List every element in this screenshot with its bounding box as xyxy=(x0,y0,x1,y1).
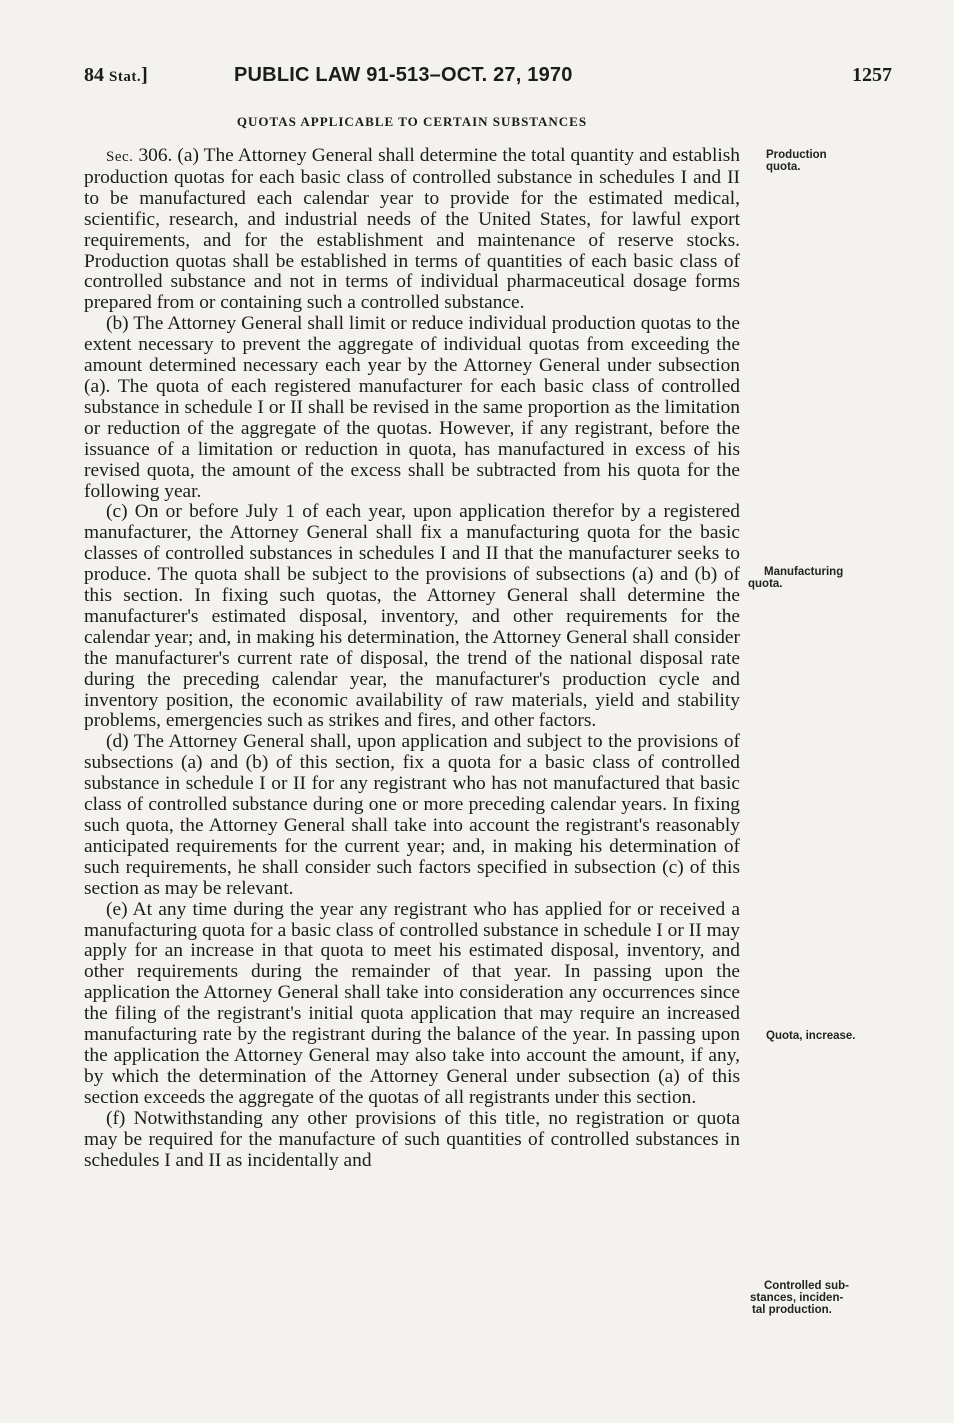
margin-note-controlled-substances: Controlled sub- stances, inciden- tal production. xyxy=(750,1280,849,1316)
paragraph-a: Sec. 306. (a) The Attorney General shall determine the total quantity and establish production quotas for each basic class of controlled substance in schedules I and II to be manufactured each calendar year to provide for the estimated medical, scientific, research, and industrial needs of the United States, for lawful export requirements, and for the establishment and maintenance of reserve stocks. Production quotas shall be established in terms of quantities of each basic class of controlled substance and not in terms of individual pharmaceutical dosage forms prepared from or containing such a controlled substance. xyxy=(84,145,741,314)
paragraph-e: (e) At any time during the year any registrant who has applied for or received a manufacturing quota for a basic class of controlled substance in schedule I or II may apply for an increase in that quota to meet his estimated disposal, inventory, and other requirements during the remainder of that year. In passing upon the application the Attorney General shall take into consideration any occurrences since the filing of the registrant's initial quota application that may require an increased manufacturing rate by the registrant during the balance of the year. In passing upon the application the Attorney General may also take into account the amount, if any, by which the determination of the Attorney General under subsection (a) of this section exceeds the aggregate of the quotas of all registrants under this section. xyxy=(84,898,740,1108)
section-heading: QUOTAS APPLICABLE TO CERTAIN SUBSTANCES xyxy=(236,114,588,129)
paragraph-b: (b) The Attorney General shall limit or reduce individual production quotas to the extent necessary to prevent the aggregate of individual quotas from exceeding the amount determined necessary each year by the Attorney General under subsection (a). The quota of each registered manufacturer for each basic class of controlled substance in schedule I or II shall be revised in the same proportion as the limitation or reduction of the aggregate of the quotas. However, if any registrant, before the issuance of a limitation or reduction in quota, has manufactured in excess of his revised quota, the amount of the excess shall be subtracted from his quota for the following year. xyxy=(84,313,740,502)
page-number: 1257 xyxy=(852,64,892,86)
margin-note-manufacturing-quota: Manufacturing quota. xyxy=(748,566,844,590)
paragraph-f: (f) Notwithstanding any other provisions of this title, no registration or quota may be required for the manufacture of such quantities of controlled substances in schedules I and II as incidentally and xyxy=(84,1107,740,1171)
paragraph-c: (c) On or before July 1 of each year, upon application therefor by a registered manufacturer, the Attorney General shall fix a manufacturing quota for the basic classes of controlled substances in schedules I and II that the manufacturer seeks to produce. The quota shall be subject to the provisions of subsections (a) and (b) of this section. In fixing such quotas, the Attorney General shall determine the manufacturer's estimated disposal, inventory, and other requirements for the calendar year; and, in making his determination, the Attorney General shall consider the manufacturer's current rate of disposal, the trend of the national disposal rate during the preceding calendar year, the manufacturer's production cycle and inventory position, the economic availability of raw materials, yield and stability problems, emergencies such as strikes and fires, and other factors. xyxy=(84,501,740,732)
sec-label: Sec. xyxy=(106,149,134,165)
header-title: PUBLIC LAW 91-513–OCT. 27, 1970 xyxy=(234,64,573,86)
running-header xyxy=(84,62,892,92)
margin-note-production-quota: Production quota. xyxy=(766,149,827,173)
paragraph-d: (d) The Attorney General shall, upon application and subject to the provisions of subsections (a) and (b) of this section, fix a quota for a basic class of controlled substance in schedule I or II for any registrant who has not manufactured that basic class of controlled substance during one or more preceding calendar years. In fixing such quota, the Attorney General shall take into account the registrant's reasonably anticipated requirements for the current year; and, in making his determination of such requirements, he shall consider such factors specified in subsection (c) of this section as may be relevant. xyxy=(84,731,740,899)
body-text xyxy=(84,146,740,1171)
margin-note-quota-increase: Quota, increase. xyxy=(766,1030,856,1042)
volume-citation: 84 Stat.] xyxy=(84,64,148,86)
